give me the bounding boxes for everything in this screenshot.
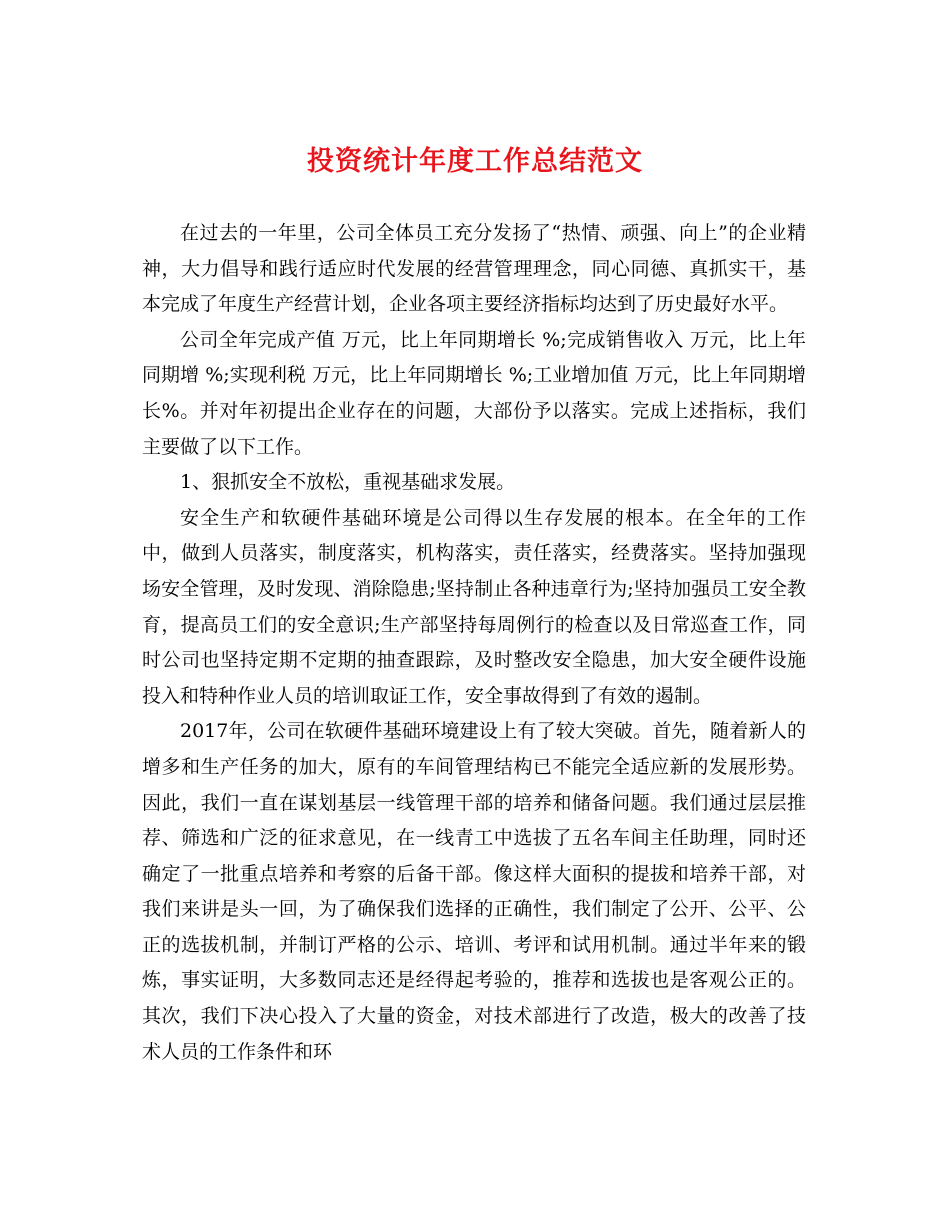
paragraph-figures: 公司全年完成产值 万元，比上年同期增长 %;完成销售收入 万元，比上年同期增 %;实现利税 万元，比上年同期增长 %;工业增加值 万元，比上年同期增长%。并对年初提出企业存在的问题，大部份予以落实。完成上述指标，我们主要做了以下工作。	[142, 328, 806, 458]
paragraph-safety: 安全生产和软硬件基础环境是公司得以生存发展的根本。在全年的工作中，做到人员落实，制度落实，机构落实，责任落实，经费落实。坚持加强现场安全管理，及时发现、消除隐患;坚持制止各种违章行为;坚持加强员工安全教育，提高员工们的安全意识;生产部坚持每周例行的检查以及日常巡查工作，同时公司也坚持定期不定期的抽查跟踪，及时整改安全隐患，加大安全硬件设施投入和特种作业人员的培训取证工作，安全事故得到了有效的遏制。	[142, 506, 806, 707]
paragraph-2017: 2017年，公司在软硬件基础环境建设上有了较大突破。首先，随着新人的增多和生产任务的加大，原有的车间管理结构已不能完全适应新的发展形势。因此，我们一直在谋划基层一线管理干部的培养和储备问题。我们通过层层推荐、筛选和广泛的征求意见，在一线青工中选拔了五名车间主任助理，同时还确定了一批重点培养和考察的后备干部。像这样大面积的提拔和培养干部，对我们来讲是头一回，为了确保我们选择的正确性，我们制定了公开、公平、公正的选拔机制，并制订严格的公示、培训、考评和试用机制。通过半年来的锻炼，事实证明，大多数同志还是经得起考验的，推荐和选拔也是客观公正的。其次，我们下决心投入了大量的资金，对技术部进行了改造，极大的改善了技术人员的工作条件和环	[142, 720, 806, 1063]
paragraph-intro: 在过去的一年里，公司全体员工充分发扬了“热情、顽强、向上”的企业精神，大力倡导和践行适应时代发展的经营管理理念，同心同德、真抓实干，基本完成了年度生产经营计划，企业各项主要经济指标均达到了历史最好水平。	[142, 222, 806, 316]
document-title: 投资统计年度工作总结范文	[307, 146, 643, 177]
document-body	[142, 216, 806, 1070]
paragraph-heading-1: 1、狠抓安全不放松，重视基础求发展。	[180, 471, 516, 494]
